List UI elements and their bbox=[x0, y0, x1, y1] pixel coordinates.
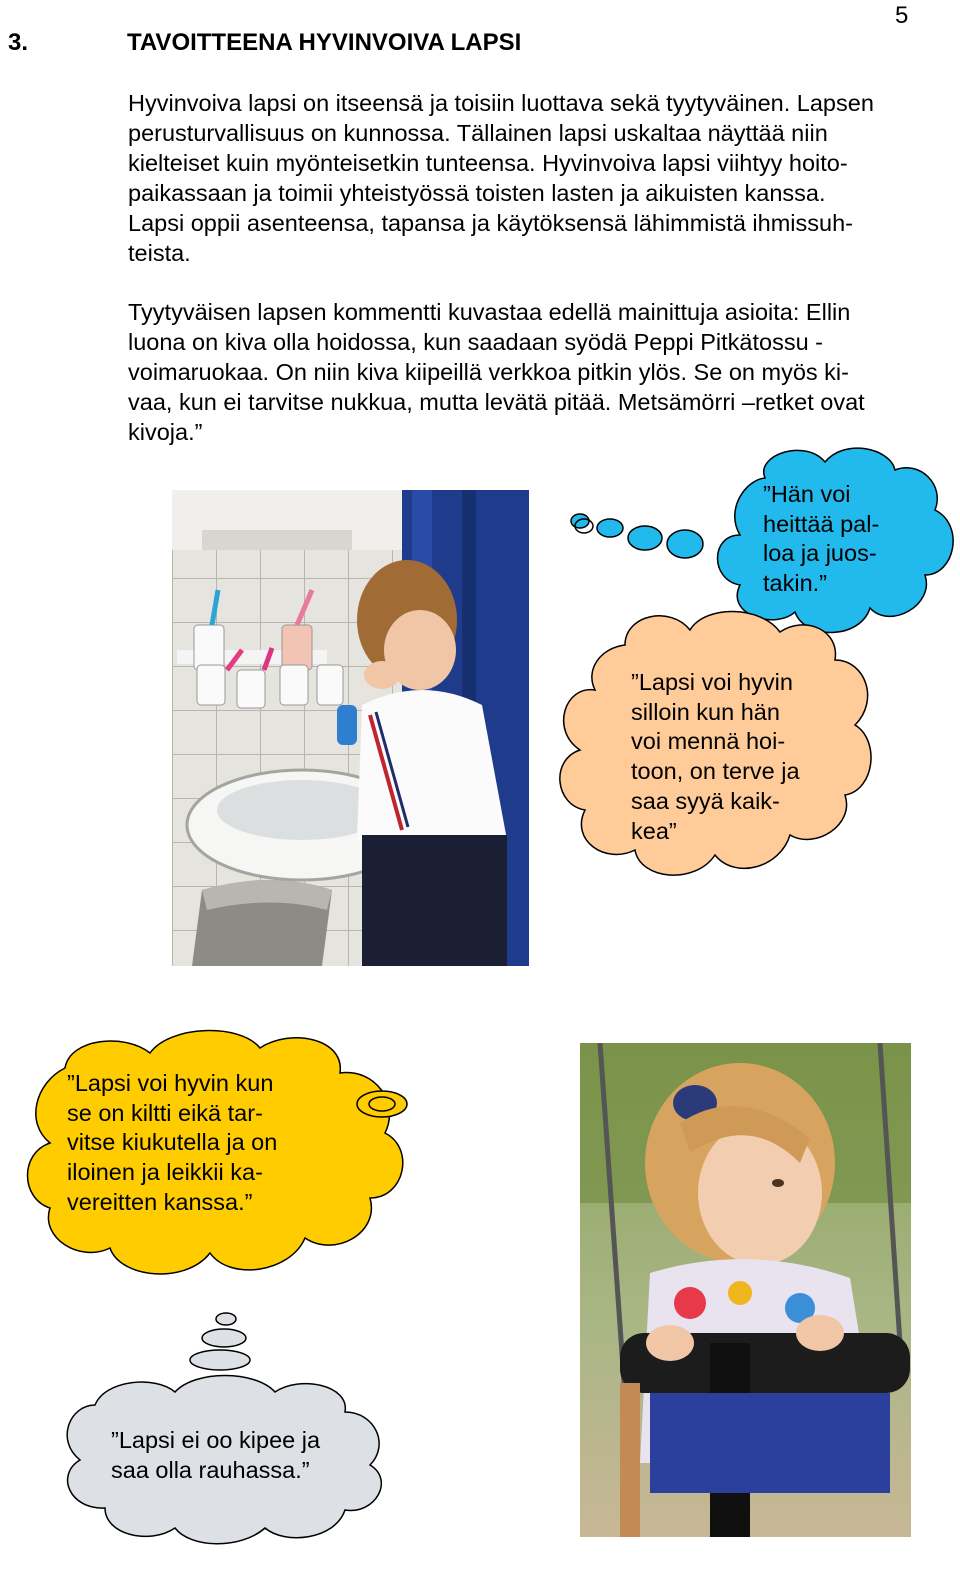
paragraph-line: voimaruokaa. On niin kiva kiipeillä verkkoa pitkin ylös. Se on myös ki- bbox=[128, 359, 849, 385]
bubble-line: takin.” bbox=[763, 570, 827, 597]
paragraph-line: kivoja.” bbox=[128, 419, 203, 445]
bubble-line: loa ja juos- bbox=[763, 540, 877, 567]
bubble-line: vereitten kanssa.” bbox=[67, 1188, 253, 1215]
paragraph-line: Tyytyväisen lapsen kommentti kuvastaa edellä mainittuja asioita: Ellin bbox=[128, 299, 851, 325]
page-number: 5 bbox=[895, 2, 909, 29]
bubble-line: se on kiltti eikä tar- bbox=[67, 1099, 263, 1126]
comment-paragraph bbox=[128, 297, 950, 447]
bubble-line: silloin kun hän bbox=[631, 698, 780, 725]
bubble-line: toon, on terve ja bbox=[631, 758, 800, 785]
girl-on-swing-photo bbox=[580, 1043, 911, 1537]
thought-bubble-peach bbox=[540, 600, 900, 905]
bubble-line: saa syyä kaik- bbox=[631, 787, 780, 814]
paragraph-line: vaa, kun ei tarvitse nukkua, mutta levätä pitää. Metsämörri –retket ovat bbox=[128, 389, 865, 415]
paragraph-line: Hyvinvoiva lapsi on itseensä ja toisiin luottava sekä tyytyväinen. Lapsen bbox=[128, 90, 874, 116]
cloud-shape-gray bbox=[50, 1300, 410, 1550]
section-number: 3. bbox=[8, 29, 29, 56]
intro-paragraph bbox=[128, 88, 950, 268]
thought-bubble-yellow bbox=[25, 1023, 425, 1285]
paragraph-line: luona on kiva olla hoidossa, kun saadaan syödä Peppi Pitkätossu - bbox=[128, 329, 824, 355]
bubble-line: kea” bbox=[631, 817, 677, 844]
section-title: TAVOITTEENA HYVINVOIVA LAPSI bbox=[127, 29, 522, 56]
bubble-line: vitse kiukutella ja on bbox=[67, 1129, 278, 1156]
bubble-line: ”Lapsi voi hyvin bbox=[631, 669, 793, 695]
bubble-line: heittää pal- bbox=[763, 510, 880, 537]
paragraph-line: teista. bbox=[128, 240, 191, 266]
paragraph-line: perusturvallisuus on kunnossa. Tällainen lapsi uskaltaa näyttää niin bbox=[128, 120, 828, 146]
boy-brushing-teeth-photo bbox=[172, 490, 529, 966]
paragraph-line: paikassaan ja toimii yhteistyössä toisten lasten ja aikuisten kanssa. bbox=[128, 180, 826, 206]
bubble-line: iloinen ja leikkii ka- bbox=[67, 1159, 263, 1186]
bubble-line: saa olla rauhassa.” bbox=[111, 1456, 310, 1483]
paragraph-line: kielteiset kuin myönteisetkin tunteensa. Hyvinvoiva lapsi viihtyy hoito- bbox=[128, 150, 848, 176]
bubble-line: ”Hän voi bbox=[763, 481, 851, 507]
thought-bubble-gray bbox=[50, 1300, 410, 1550]
bubble-line: ”Lapsi voi hyvin kun bbox=[67, 1070, 274, 1096]
bubble-line: voi mennä hoi- bbox=[631, 728, 786, 755]
bubble-line: ”Lapsi ei oo kipee ja bbox=[111, 1427, 321, 1453]
paragraph-line: Lapsi oppii asenteensa, tapansa ja käytöksensä lähimmistä ihmissuh- bbox=[128, 210, 853, 236]
